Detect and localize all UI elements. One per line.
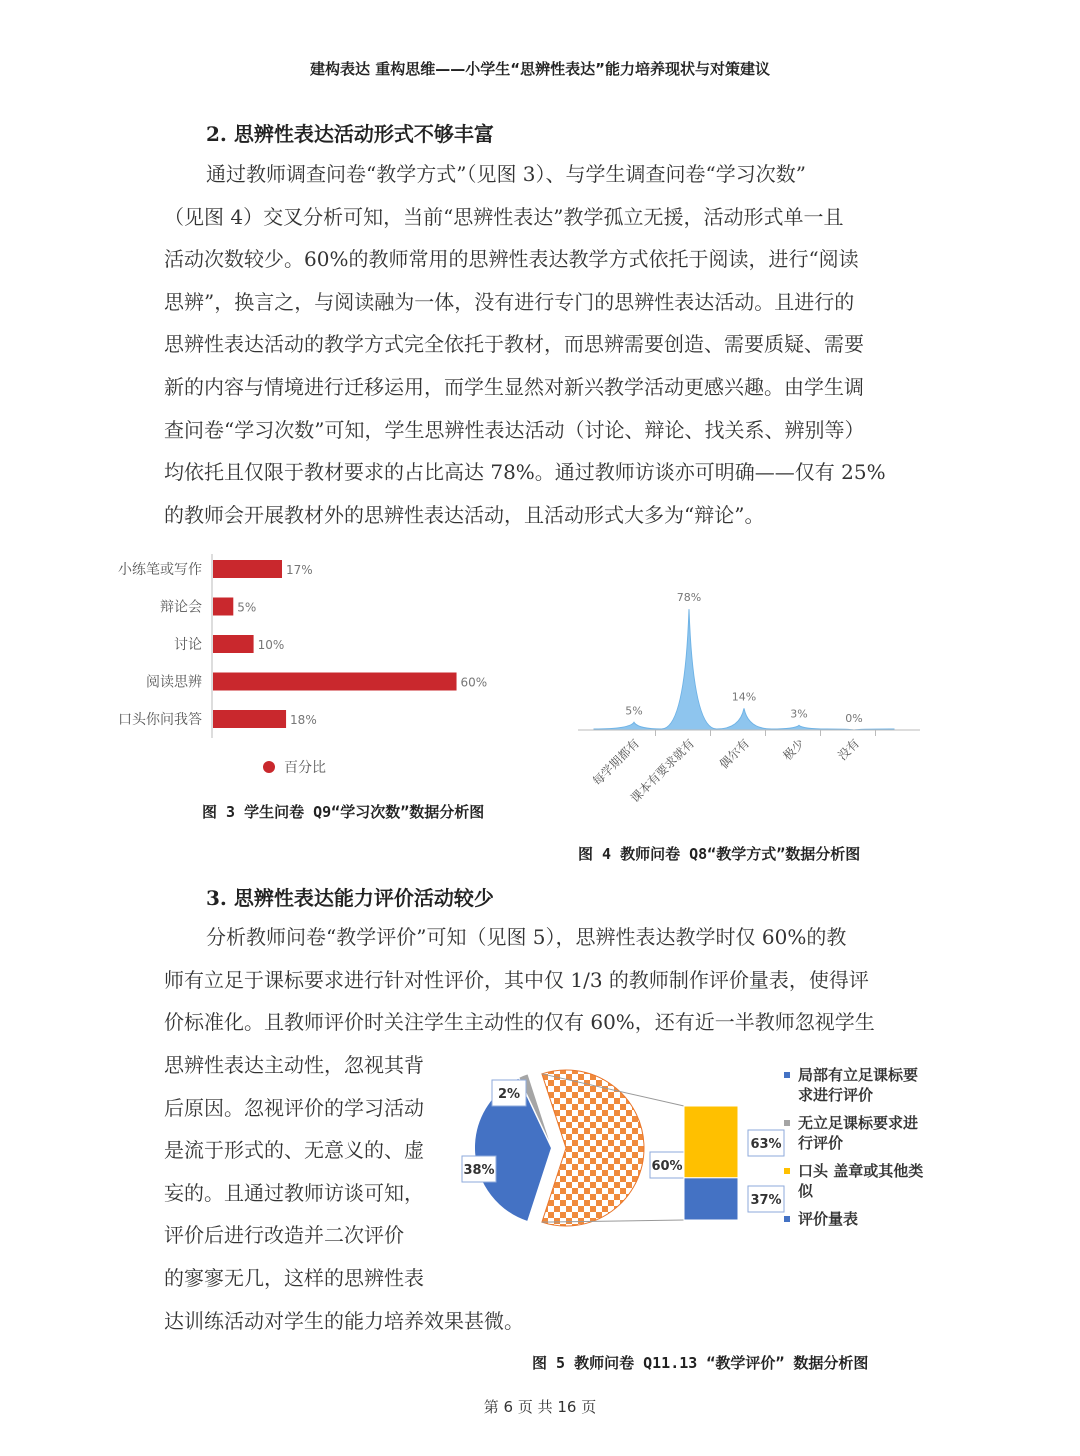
legend-label: 口头 盖章或其他类 [798, 1162, 924, 1180]
section-2-body [164, 153, 916, 536]
figure-3-bar-chart [96, 550, 536, 790]
legend-label: 行评价 [798, 1134, 844, 1152]
paragraph-line: 后原因。忽视评价的学习活动 [164, 1095, 424, 1120]
section-3-last-line [164, 1300, 916, 1343]
figure-4-area-chart [570, 580, 930, 820]
data-label: 5% [237, 600, 257, 615]
paragraph-line: 活动次数较少。60%的教师常用的思辨性表达教学方式依托于阅读，进行“阅读 [164, 247, 859, 272]
category-label: 阅读思辨 [146, 674, 202, 691]
page-footer: 第 6 页 共 16 页 [483, 1398, 597, 1416]
figure-3-caption: 图 3 学生问卷 Q9“学习次数”数据分析图 [202, 803, 485, 821]
figure-4-caption: 图 4 教师问卷 Q8“教学方式”数据分析图 [578, 845, 861, 863]
paragraph-line: 的寥寥无几，这样的思辨性表 [164, 1265, 424, 1290]
section-3-side-text [164, 1044, 464, 1300]
legend-label: 评价量表 [798, 1210, 859, 1228]
data-label: 78% [676, 591, 702, 605]
running-header: 建构表达 重构思维——小学生“思辨性表达”能力培养现状与对策建议 [310, 60, 770, 78]
section-3-title: 3. 思辨性表达能力评价活动较少 [206, 886, 494, 910]
data-label: 10% [257, 638, 285, 652]
legend-label: 无立足课标要求进 [798, 1114, 919, 1132]
paragraph-line: 通过教师调查问卷“教学方式”（见图 3）、与学生调查问卷“学习次数” [206, 162, 806, 186]
paragraph-line: 分析教师问卷“教学评价”可知（见图 5），思辨性表达教学时仅 60%的教 [206, 925, 847, 949]
legend-label: 局部有立足课标要 [798, 1066, 919, 1084]
section-3-body [164, 916, 916, 1044]
paragraph-line: 达训练活动对学生的能力培养效果甚微。 [164, 1309, 524, 1333]
data-label: 18% [290, 713, 317, 727]
figure-5-pie-chart [458, 1062, 944, 1242]
category-label: 没有 [835, 736, 863, 764]
legend-label: 百分比 [284, 760, 326, 776]
section-2-title: 2. 思辨性表达活动形式不够丰富 [206, 122, 494, 146]
paragraph-line: 思辨性表达活动的教学方式完全依托于教材，而思辨需要创造、需要质疑、需要 [164, 332, 864, 357]
paragraph-line: 思辨性表达主动性，忽视其背 [164, 1053, 424, 1077]
data-label: 60% [460, 675, 488, 690]
paragraph-line: 查问卷“学习次数”可知，学生思辨性表达活动（讨论、辩论、找关系、辨别等） [164, 417, 865, 442]
legend-label: 求进行评价 [798, 1086, 874, 1104]
paragraph-line: 妄的。且通过教师访谈可知， [164, 1180, 424, 1205]
figure-5-caption: 图 5 教师问卷 Q11.13 “教学评价” 数据分析图 [532, 1354, 869, 1372]
pie-label-blue: 38% [463, 1163, 495, 1178]
data-label: 17% [286, 563, 313, 577]
pie-label-small: 2% [497, 1087, 521, 1102]
paragraph-line: 价标准化。且教师评价时关注学生主动性的仅有 60%，还有近一半教师忽视学生 [164, 1010, 875, 1035]
bar [213, 560, 282, 578]
paragraph-line: 是流于形式的、无意义的、虚 [164, 1138, 424, 1163]
category-label: 口头你问我答 [118, 712, 202, 728]
bar [213, 710, 286, 728]
legend-marker [784, 1072, 790, 1078]
pie-label-main: 60% [651, 1159, 683, 1174]
bar-label-bottom: 37% [750, 1193, 782, 1208]
paragraph-line: 的教师会开展教材外的思辨性表达活动，且活动形式大多为“辩论”。 [164, 502, 765, 527]
category-label: 小练笔或写作 [118, 562, 202, 578]
legend-marker [784, 1120, 790, 1126]
breakdown-bar-bottom [684, 1178, 738, 1220]
legend-label: 似 [798, 1182, 814, 1200]
bar [213, 673, 457, 691]
data-label: 14% [731, 690, 757, 704]
bar-label-top: 63% [750, 1137, 782, 1152]
category-label: 辩论会 [160, 599, 202, 616]
breakdown-bar-top [684, 1106, 738, 1178]
legend-marker [784, 1216, 790, 1222]
paragraph-line: （见图 4）交叉分析可知，当前“思辨性表达”教学孤立无援，活动形式单一且 [164, 204, 844, 229]
category-label: 每学期都有 [589, 736, 643, 789]
paragraph-line: 师有立足于课标要求进行针对性评价，其中仅 1/3 的教师制作评价量表，使得评 [164, 967, 869, 992]
category-label: 课本有要求就有 [627, 736, 698, 806]
legend-marker [263, 761, 275, 773]
data-label: 3% [790, 707, 808, 721]
paragraph-line: 思辨”，换言之，与阅读融为一体，没有进行专门的思辨性表达活动。且进行的 [164, 289, 855, 314]
paragraph-line: 新的内容与情境进行迁移运用，而学生显然对新兴教学活动更感兴趣。由学生调 [164, 374, 864, 399]
bar [213, 635, 254, 653]
category-label: 极少 [780, 736, 808, 764]
paragraph-line: 均依托且仅限于教材要求的占比高达 78%。通过教师访谈亦可明确——仅有 25% [164, 460, 886, 485]
data-label: 0% [845, 712, 863, 725]
legend-marker [784, 1168, 790, 1174]
paragraph-line: 评价后进行改造并二次评价 [164, 1223, 404, 1248]
category-label: 讨论 [174, 637, 202, 653]
bar [213, 598, 233, 616]
data-label: 5% [625, 704, 643, 718]
category-label: 偶尔有 [716, 736, 753, 772]
